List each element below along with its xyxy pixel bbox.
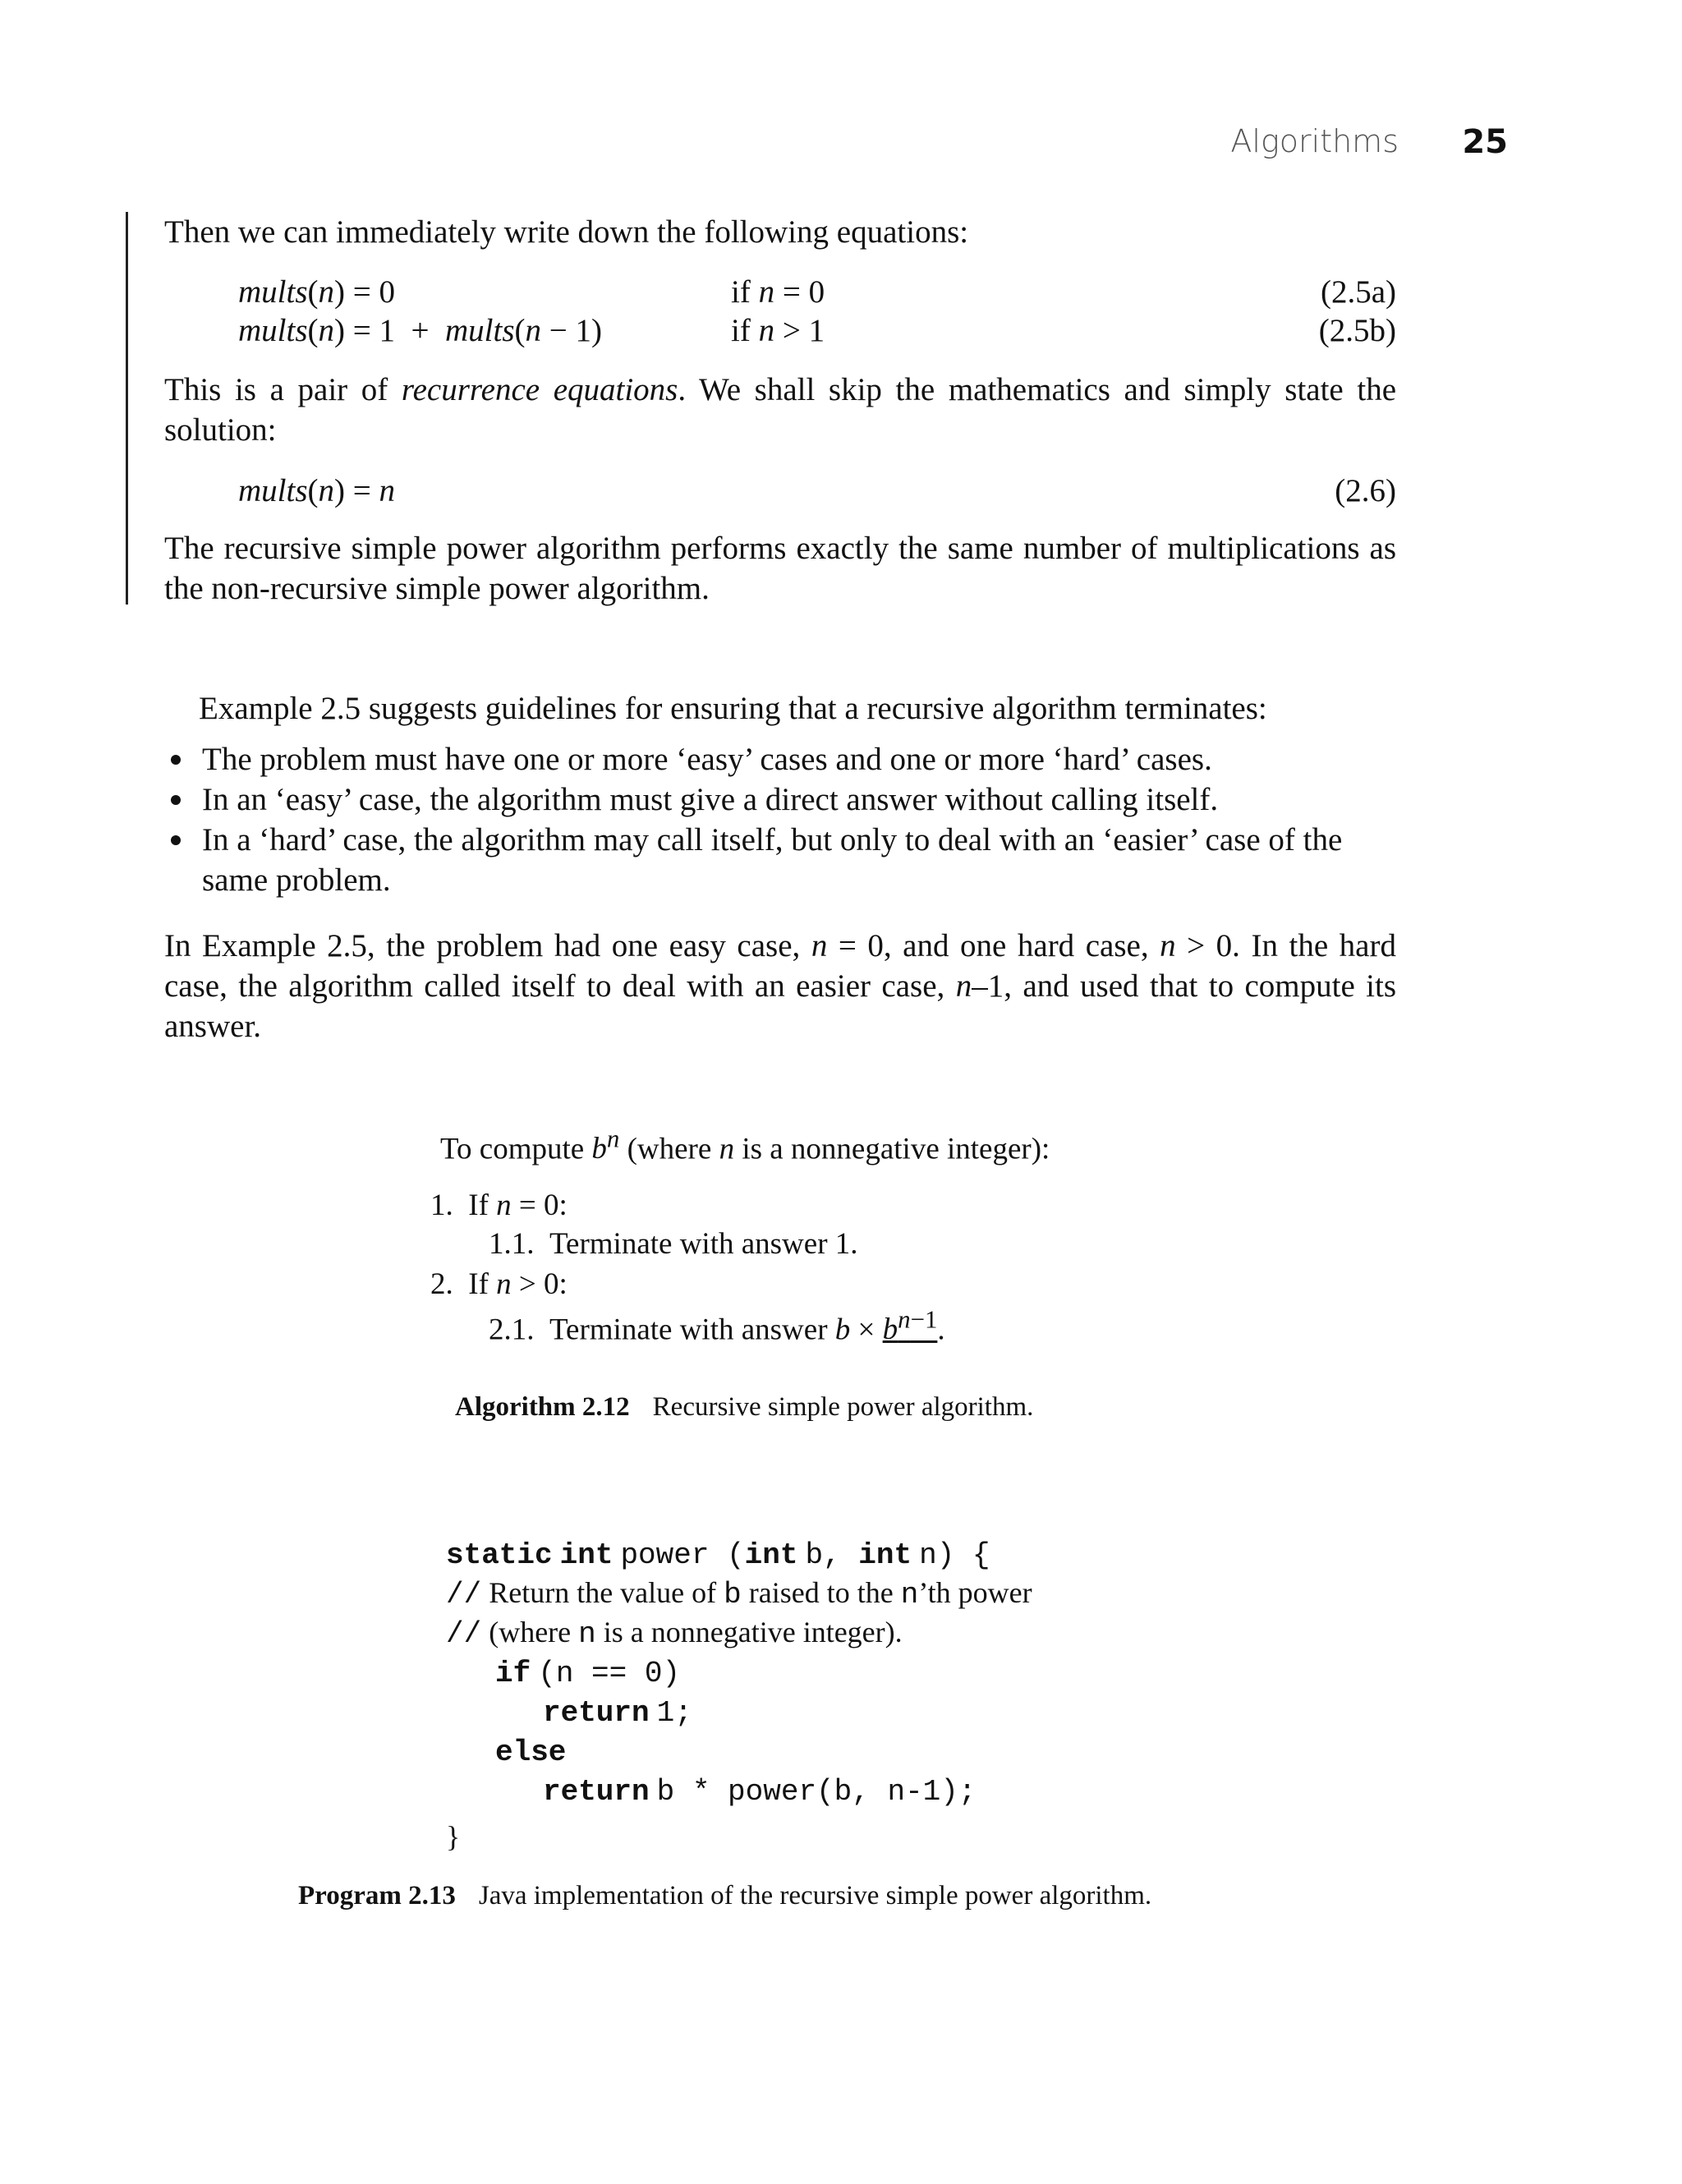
caption-label: Program 2.13 (298, 1881, 456, 1910)
text-run: . We shall skip the mathematics and simply state the solution: (164, 372, 1396, 448)
equation-condition: if n = 0 (731, 274, 825, 310)
algorithm-step: 1. If n = 0: (430, 1189, 568, 1222)
equation-number: (2.5b) (1318, 313, 1396, 348)
equation-number: (2.5a) (1320, 274, 1396, 310)
caption-text: Recursive simple power algorithm. (652, 1392, 1034, 1422)
step-label: 1. (430, 1189, 453, 1222)
code-line: else (495, 1736, 567, 1769)
step-label: 2. (430, 1267, 453, 1301)
conclusion-paragraph: The recursive simple power algorithm performs exactly the same number of multiplications as the non-recursive simple power algorithm. (164, 531, 1396, 606)
list-item (164, 739, 1396, 779)
algorithm-caption (455, 1392, 1033, 1423)
intro-paragraph: Then we can immediately write down the following equations: (164, 214, 969, 250)
guidelines-intro: Example 2.5 suggests guidelines for ensuring that a recursive algorithm terminates: (199, 691, 1267, 726)
code-line: // Return the value of b raised to the n’th power (446, 1576, 1032, 1612)
equation-number: (2.6) (1335, 473, 1396, 508)
list-item-text: In an ‘easy’ case, the algorithm must give a direct answer without calling itself. (202, 782, 1219, 817)
emphasis: recurrence equations (401, 372, 678, 407)
step-label: 1.1. (489, 1227, 535, 1261)
code-line: if (n == 0) (495, 1657, 681, 1690)
change-bar (126, 212, 128, 605)
list-item-text: The problem must have one or more ‘easy’ cases and one or more ‘hard’ cases. (202, 742, 1212, 777)
equation-2-6 (238, 472, 1396, 513)
bullet-icon (171, 795, 181, 805)
text-run: This is a pair of (164, 372, 402, 407)
bullet-icon (171, 755, 181, 765)
bullet-icon (171, 835, 181, 845)
code-line: return 1; (543, 1696, 692, 1730)
equation-lhs: mults(n) = 0 (238, 274, 395, 310)
step-text: Terminate with answer 1. (549, 1227, 858, 1261)
algorithm-step: 2. If n > 0: (430, 1267, 568, 1301)
equation-2-5b (238, 312, 1396, 352)
equation-2-5a (238, 274, 1396, 314)
code-line: } (446, 1820, 461, 1853)
equation-condition: if n > 1 (731, 313, 825, 348)
step-label: 2.1. (489, 1313, 535, 1347)
algorithm-heading: To compute $b^n$ (where n is a nonnegative integer): (440, 1125, 1050, 1166)
algorithm-step (489, 1226, 858, 1262)
running-head: Algorithms (1230, 123, 1399, 159)
example-paragraph: In Example 2.5, the problem had one easy case, n = 0, and one hard case, n > 0. In the hard case, the algorithm called itself to deal with an easier case, n–1, and used that to compute its answer. (164, 928, 1396, 1044)
program-caption (298, 1881, 1151, 1911)
equation-lhs: mults(n) = 1 + mults(n − 1) (238, 313, 602, 348)
caption-label: Algorithm 2.12 (455, 1392, 630, 1422)
list-item (164, 820, 1396, 900)
page-number: 25 (1462, 123, 1508, 161)
code-line: // (where n is a nonnegative integer). (446, 1616, 903, 1651)
list-item-text: In a ‘hard’ case, the algorithm may call itself, but only to deal with an ‘easier’ case of the same problem. (202, 822, 1343, 898)
code-line: return b * power(b, n-1); (543, 1775, 977, 1809)
code-line: static int power (int b, int n) { (446, 1538, 990, 1572)
list-item (164, 779, 1396, 820)
equation-lhs: mults(n) = n (238, 473, 395, 508)
guidelines-list (164, 739, 1396, 900)
caption-text: Java implementation of the recursive simple power algorithm. (478, 1881, 1152, 1910)
algorithm-step: 2.1. Terminate with answer $b \times b^{n-1}$. (489, 1306, 945, 1347)
recurrence-paragraph (164, 370, 1396, 450)
